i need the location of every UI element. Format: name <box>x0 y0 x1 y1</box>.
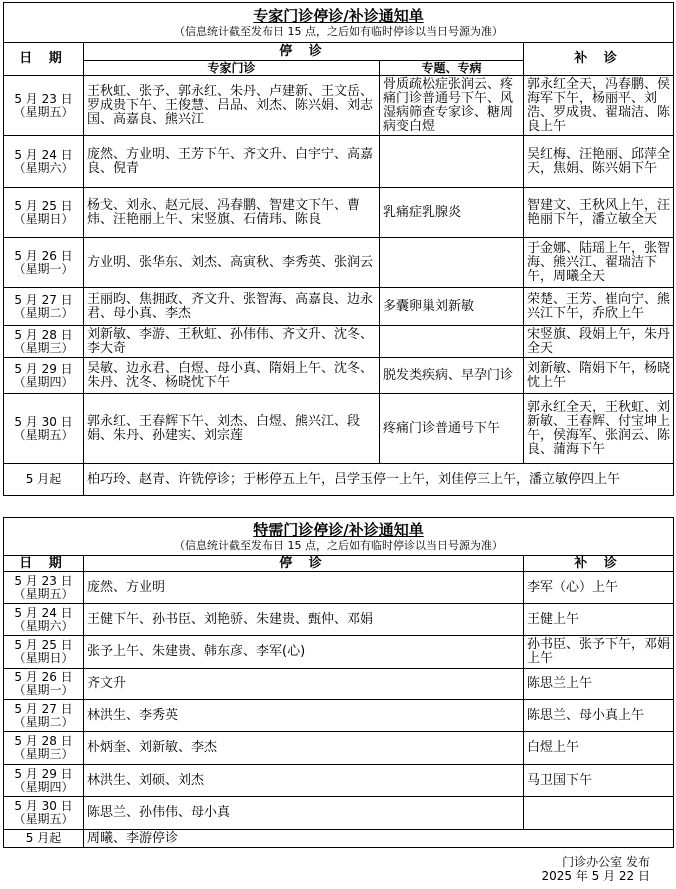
date-day: 5 月 24 日 <box>14 147 73 162</box>
from-may-cell: 周曦、李游停诊 <box>84 830 674 848</box>
publisher-footer <box>541 855 650 883</box>
stop-cell: 朴炳奎、刘新敏、李杰 <box>84 732 524 765</box>
date-cell <box>4 326 84 358</box>
stop-cell: 王健下午、孙书臣、刘艳骄、朱建贵、甄仲、邓娟 <box>84 604 524 636</box>
expert-stop-cell: 庞然、方业明、王芳下午、齐文升、白宇宁、高嘉良、倪青 <box>84 136 380 188</box>
expert-stop-cell: 方业明、张华东、刘杰、高寅秋、李秀英、张润云 <box>84 238 380 288</box>
special-stop-cell <box>380 238 524 288</box>
date-cell <box>4 358 84 394</box>
date-day: 5 月 26 日 <box>14 248 73 263</box>
date-day: 5 月 24 日 <box>14 605 73 620</box>
makeup-cell: 于金娜、陆瑶上午，张智海、熊兴江、翟瑞洁下午，周曦全天 <box>524 238 674 288</box>
expert-stop-cell: 郭永红、王春辉下午、刘杰、白煜、熊兴江、段娟、朱丹、孙建实、刘宗莲 <box>84 394 380 464</box>
publisher-office: 门诊办公室 发布 <box>562 855 650 869</box>
date-cell <box>4 238 84 288</box>
date-day: 5 月 28 日 <box>14 734 73 748</box>
date-cell <box>4 394 84 464</box>
date-weekday: （星期二） <box>13 305 74 320</box>
stop-cell: 张予上午、朱建贵、韩东彦、李军(心) <box>84 636 524 669</box>
header-stop: 停 诊 <box>84 556 524 572</box>
date-weekday: （星期三） <box>13 747 74 761</box>
table-row <box>4 288 674 326</box>
special-stop-cell: 疼痛门诊普通号下午 <box>380 394 524 464</box>
makeup-cell: 李军（心）上午 <box>524 572 674 604</box>
notice-note: （信息统计截至发布日 15 点，之后如有临时停诊以当日号源为准） <box>174 24 503 38</box>
table-row <box>4 136 674 188</box>
date-weekday: （星期五） <box>13 586 74 601</box>
table-row <box>4 700 674 732</box>
expert-stop-cell: 杨戈、刘永、赵元辰、冯春鹏、智建文下午、曹炜、汪艳丽上午、宋竖旗、石倩玮、陈良 <box>84 188 380 238</box>
table-row <box>4 572 674 604</box>
date-cell <box>4 636 84 669</box>
table-row <box>4 636 674 669</box>
date-cell <box>4 765 84 797</box>
table-row <box>4 358 674 394</box>
table-row <box>4 188 674 238</box>
makeup-cell: 白煜上午 <box>524 732 674 765</box>
date-day: 5 月 28 日 <box>14 327 73 342</box>
stop-cell: 齐文升 <box>84 669 524 700</box>
table-row <box>4 238 674 288</box>
expert-stop-cell: 刘新敏、李游、王秋虹、孙伟伟、齐文升、沈冬、李大奇 <box>84 326 380 358</box>
date-day: 5 月 25 日 <box>14 638 73 652</box>
date-weekday: （星期三） <box>13 340 74 355</box>
table-row-from-may <box>4 464 674 496</box>
date-cell <box>4 76 84 136</box>
date-weekday: （星期二） <box>13 714 74 729</box>
date-cell <box>4 288 84 326</box>
makeup-cell: 陈思兰上午 <box>524 669 674 700</box>
date-cell <box>4 797 84 830</box>
date-day: 5 月 29 日 <box>14 766 73 781</box>
table-row <box>4 394 674 464</box>
date-day: 5 月 25 日 <box>14 198 73 213</box>
date-weekday: （星期四） <box>13 374 74 389</box>
makeup-cell: 郭永红全天，冯春鹏、侯海军下午，杨丽平、刘浩、罗成贵、翟瑞洁、陈良上午 <box>524 76 674 136</box>
special-stop-cell <box>380 136 524 188</box>
makeup-cell: 荣楚、王芳、崔向宁、熊兴江下午，乔欣上午 <box>524 288 674 326</box>
special-stop-cell <box>380 326 524 358</box>
makeup-cell: 孙书臣、张予下午，邓娟上午 <box>524 636 674 669</box>
date-weekday: （星期日） <box>13 211 74 226</box>
makeup-cell: 吴红梅、汪艳丽、邱萍全天，焦娟、陈兴娟下午 <box>524 136 674 188</box>
date-day: 5 月 27 日 <box>14 292 73 307</box>
makeup-cell: 王健上午 <box>524 604 674 636</box>
header-special-clinic: 专题、专病 <box>380 61 524 76</box>
date-day: 5 月 30 日 <box>14 799 73 813</box>
date-weekday: （星期六） <box>13 160 74 175</box>
special-stop-cell: 乳痛症乳腺炎 <box>380 188 524 238</box>
date-day: 5 月 23 日 <box>14 573 73 588</box>
date-cell <box>4 136 84 188</box>
notice-header <box>4 518 674 556</box>
date-day: 5 月 26 日 <box>14 670 73 684</box>
date-cell <box>4 700 84 732</box>
table-row <box>4 604 674 636</box>
table-row <box>4 765 674 797</box>
header-stop: 停 诊 <box>84 43 524 61</box>
date-weekday: （星期五） <box>13 427 74 442</box>
notice-header <box>4 3 674 43</box>
stop-cell: 庞然、方业明 <box>84 572 524 604</box>
header-expert-clinic: 专家门诊 <box>84 61 380 76</box>
date-weekday: （星期五） <box>13 104 74 119</box>
from-may-cell: 柏巧玲、赵青、许铣停诊；于彬停五上午，吕学玉停一上午，刘佳停三上午，潘立敏停四上午 <box>84 464 674 496</box>
notice-title: 专家门诊停诊/补诊通知单 <box>253 6 424 25</box>
table-row <box>4 669 674 700</box>
publish-date: 2025 年 5 月 22 日 <box>541 869 650 883</box>
makeup-cell: 郭永红全天，王秋虹、刘新敏、王春辉、付宝坤上午，侯海军、张润云、陈良、蒲海下午 <box>524 394 674 464</box>
stop-cell: 林洪生、刘硕、刘杰 <box>84 765 524 797</box>
table-row <box>4 797 674 830</box>
date-weekday: （星期一） <box>13 683 74 697</box>
stop-cell: 陈思兰、孙伟伟、母小真 <box>84 797 524 830</box>
date-weekday: （星期一） <box>13 261 74 276</box>
makeup-cell: 马卫国下午 <box>524 765 674 797</box>
makeup-cell: 陈思兰、母小真上午 <box>524 700 674 732</box>
date-weekday: （星期六） <box>13 618 74 633</box>
makeup-cell <box>524 797 674 830</box>
date-day: 5 月 29 日 <box>14 361 73 376</box>
table-row <box>4 732 674 765</box>
date-cell: 5 月起 <box>4 830 84 848</box>
date-day: 5 月 23 日 <box>14 91 73 106</box>
date-day: 5 月 27 日 <box>14 701 73 716</box>
date-cell: 5 月起 <box>4 464 84 496</box>
header-date: 日 期 <box>4 43 84 76</box>
expert-notice-table <box>3 2 674 496</box>
date-cell <box>4 188 84 238</box>
expert-stop-cell: 王丽昀、焦拥政、齐文升、张智海、高嘉良、边永君、母小真、李杰 <box>84 288 380 326</box>
special-stop-cell: 脱发类疾病、早孕门诊 <box>380 358 524 394</box>
makeup-cell: 宋竖旗、段娟上午，朱丹全天 <box>524 326 674 358</box>
special-stop-cell: 多囊卵巢刘新敏 <box>380 288 524 326</box>
date-cell <box>4 732 84 765</box>
date-cell <box>4 604 84 636</box>
table-row-from-may <box>4 830 674 848</box>
date-day: 5 月 30 日 <box>14 414 73 429</box>
header-makeup: 补 诊 <box>524 43 674 76</box>
notice-title: 特需门诊停诊/补诊通知单 <box>253 520 424 539</box>
special-needs-notice-table <box>3 517 674 848</box>
header-date: 日 期 <box>4 556 84 572</box>
date-cell <box>4 669 84 700</box>
date-weekday: （星期四） <box>13 779 74 794</box>
table-row <box>4 326 674 358</box>
makeup-cell: 智建文、王秋风上午，汪艳丽下午，潘立敏全天 <box>524 188 674 238</box>
date-weekday: （星期五） <box>13 812 74 826</box>
stop-cell: 林洪生、李秀英 <box>84 700 524 732</box>
date-weekday: （星期日） <box>13 651 74 665</box>
table-row <box>4 76 674 136</box>
header-makeup: 补 诊 <box>524 556 674 572</box>
special-stop-cell: 骨质疏松症张润云、疼痛门诊普通号下午、风湿病筛查专家诊、糖周病变白煜 <box>380 76 524 136</box>
makeup-cell: 刘新敏、隋娟下午，杨晓忱上午 <box>524 358 674 394</box>
date-cell <box>4 572 84 604</box>
notice-note: （信息统计截至发布日 15 点，之后如有临时停诊以当日号源为准） <box>174 538 503 552</box>
expert-stop-cell: 王秋虹、张予、郭永红、朱丹、卢建新、王文岳、罗成贵下午、王俊慧、吕品、刘杰、陈兴娟、刘志国、高嘉良、熊兴江 <box>84 76 380 136</box>
expert-stop-cell: 吴敏、边永君、白煜、母小真、隋娟上午、沈冬、朱丹、沈冬、杨晓忱下午 <box>84 358 380 394</box>
